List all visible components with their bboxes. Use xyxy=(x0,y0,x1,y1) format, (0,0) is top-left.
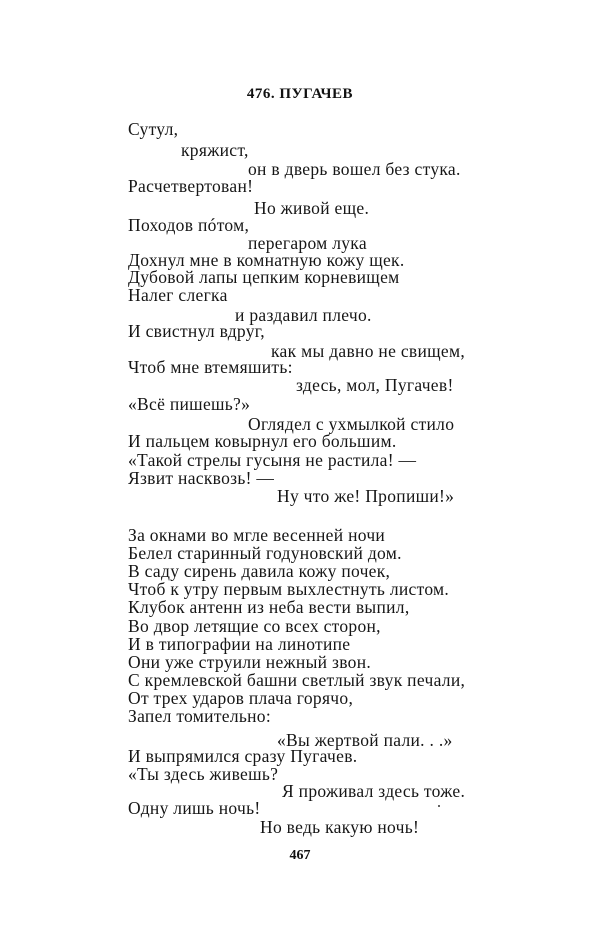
poem-line: Одну лишь ночь! xyxy=(128,798,261,818)
poem-line: Ну что же! Пропиши!» xyxy=(277,486,455,506)
poem-line: Чтоб к утру первым выхлестнуть листом. xyxy=(128,579,450,599)
poem-line: Белел старинный годуновский дом. xyxy=(128,543,402,563)
poem-line: кряжист, xyxy=(181,140,249,160)
poem-line: как мы давно не свищем, xyxy=(271,341,466,361)
poem-line: «Вы жертвой пали. . .» xyxy=(277,730,453,750)
poem-line: здесь, мол, Пугачев! xyxy=(296,375,454,395)
poem-line: И пальцем ковырнул его большим. xyxy=(128,431,397,451)
poem-title: 476. ПУГАЧЕВ xyxy=(246,86,354,102)
poem-line: От трех ударов плача горячо, xyxy=(128,688,354,708)
poem-line: Походов пóтом, xyxy=(128,215,250,235)
poem-line: Оглядел с ухмылкой стило xyxy=(248,414,455,434)
poem-line: И выпрямился сразу Пугачев. xyxy=(128,746,358,766)
poem-line: «Всё пишешь?» xyxy=(128,394,251,414)
poem-line: Сутул, xyxy=(128,119,179,139)
poem-line: он в дверь вошел без стука. xyxy=(248,159,461,179)
poem-line: И свистнул вдруг, xyxy=(128,321,265,341)
poem-line: «Такой стрелы гусыня не растила! — xyxy=(128,450,417,470)
poem-line: Во двор летящие со всех сторон, xyxy=(128,616,381,636)
poem-line: За окнами во мгле весенней ночи xyxy=(128,525,386,545)
poem-line: С кремлевской башни светлый звук печали, xyxy=(128,670,466,690)
poem-line: и раздавил плечо. xyxy=(235,305,372,325)
poem-line: Дубовой лапы цепким корневищем xyxy=(128,267,400,287)
poem-line: В саду сирень давила кожу почек, xyxy=(128,561,391,581)
poem-line: Расчетвертован! xyxy=(128,176,254,196)
poem-line: перегаром лука xyxy=(248,233,367,253)
poem-line: Запел томительно: xyxy=(128,706,272,726)
poem-line: Чтоб мне втемяшить: xyxy=(128,357,293,377)
poem-line: Клубок антенн из неба вести выпил, xyxy=(128,597,410,617)
poem-line: Налег слегка xyxy=(128,285,228,305)
page-number: 467 xyxy=(289,848,311,863)
poem-line: Дохнул мне в комнатную кожу щек. xyxy=(128,250,405,270)
poem-line: Язвит насквозь! — xyxy=(128,468,275,488)
poem-line: И в типографии на линотипе xyxy=(128,634,351,654)
poem-line: «Ты здесь живешь? xyxy=(128,764,279,784)
poem-line: Они уже струили нежный звон. xyxy=(128,652,372,672)
poem-line: Но живой еще. xyxy=(254,198,370,218)
print-speck xyxy=(438,805,440,807)
poem-line: Но ведь какую ночь! xyxy=(260,817,420,837)
poem-line: Я проживал здесь тоже. xyxy=(282,781,466,801)
